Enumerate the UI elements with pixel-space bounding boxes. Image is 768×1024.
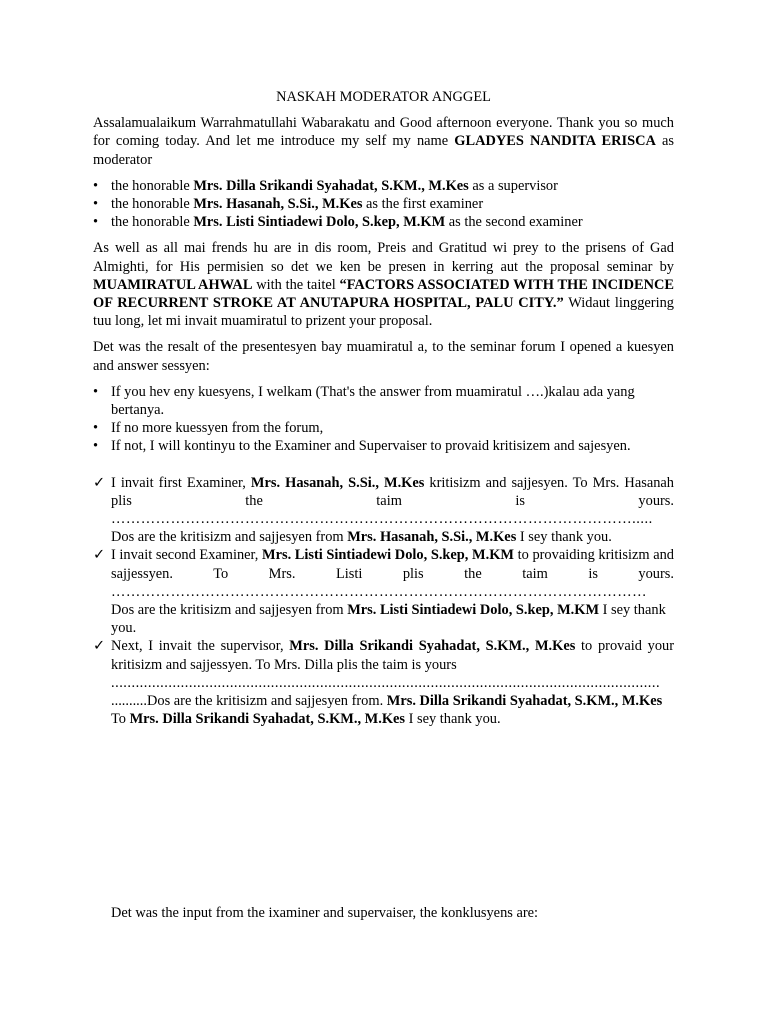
opening-text: Assalamualaikum Warrahmatullahi Wabarakatu and Good afternoon everyone. Thank you so much for coming today. And let me introduce my self my name [93,115,674,150]
dotted-line: ……………………………………………………………………………………………… [111,583,648,600]
opening-paragraph [93,114,674,169]
supervisor-section [93,637,674,728]
examiner2-closing: Dos are the kritisizm and sajjesyen from Mrs. Listi Sintiadewi Dolo, S.kep, M.KM I sey thank you. [111,602,666,637]
intro-paragraph: As well as all mai frends hu are in dis room, Preis and Gratitud wi prey to the prisens of Gad Almighti, for His permisien so det we ken be presen in kerring aut the proposal seminar by MUAMIRATUL AHWAL with the taitel “FACTORS ASSOCIATED WITH THE INCIDENCE OF RECURRENT STROKE AT ANUTAPURA HOSPITAL, PALU CITY.” Widaut linggering tuu long, let mi invait muamiratul to prizent your proposal. [93,240,674,330]
conclusion-paragraph: Det was the input from the ixaminer and supervaiser, the konklusyens are: [111,905,539,921]
supervisor-invite: Next, I invait the supervisor, Mrs. Dilla Srikandi Syahadat, S.KM., M.Kes to provaid your kritisizm and sajjessyen. To Mrs. Dilla plis the taim is yours [111,638,675,673]
honorable-name: Mrs. Listi Sintiadewi Dolo, S.kep, M.KM [193,214,446,231]
examiner2-invite: I invait second Examiner, Mrs. Listi Sintiadewi Dolo, S.kep, M.KM to provaiding kritisizm and sajjessyen. To Mrs. Listi plis the taim is yours. [111,547,674,582]
list-item: • the honorable Mrs. Dilla Srikandi Syahadat, S.KM., M.Kes as a supervisor [93,177,674,195]
list-item: • If you hev eny kuesyens, I welkam (That's the answer from muamiratul ….)kalau ada yang bertanya. [93,383,674,419]
dotted-line: ……………………………………………………………………………………………..... [111,511,653,528]
examiner1-invite: I invait first Examiner, Mrs. Hasanah, S.Si., M.Kes kritisizm and sajjesyen. To Mrs. Hasanah plis the taim is yours. [111,474,674,509]
examiner1-name: Mrs. Hasanah, S.Si., M.Kes [250,474,425,491]
list-item: • If not, I will kontinyu to the Examiner and Supervaiser to provaid kritisizem and sajesyen. [93,437,674,455]
honorable-name: Mrs. Hasanah, S.Si., M.Kes [193,196,363,213]
check-icon: ✓ [93,638,106,655]
check-icon: ✓ [93,547,106,564]
honorables-list [93,177,674,232]
presenter-name: MUAMIRATUL AHWAL [93,276,253,293]
qa-list [93,383,674,456]
list-item: • If no more kuessyen from the forum, [93,419,674,437]
supervisor-closing: ..........Dos are the kritisizm and sajjesyen from. Mrs. Dilla Srikandi Syahadat, S.KM., M.Kes To Mrs. Dilla Srikandi Syahadat, S.KM., M.Kes I sey thank you. [111,693,663,728]
examiner2-name: Mrs. Listi Sintiadewi Dolo, S.kep, M.KM [262,547,514,564]
check-icon: ✓ [93,474,106,491]
examiner2-section [93,546,674,637]
list-item: • the honorable Mrs. Listi Sintiadewi Dolo, S.kep, M.KM as the second examiner [93,213,674,231]
examiner1-section [93,474,674,547]
list-item: • the honorable Mrs. Hasanah, S.Si., M.Kes as the first examiner [93,195,674,213]
opening-text-end: as moderator [93,133,675,168]
forum-paragraph: Det was the resalt of the presentesyen bay muamiratul a, to the seminar forum I opened a kuesyen and answer sessyen: [93,339,674,374]
dotted-line: ...................................................................................................................................... [111,674,661,691]
moderator-name: GLADYES NANDITA ERISCA [454,133,656,150]
examiner1-closing: Dos are the kritisizm and sajjesyen from Mrs. Hasanah, S.Si., M.Kes I sey thank you. [111,529,612,546]
document-title: NASKAH MODERATOR ANGGEL [276,89,491,105]
thesis-title: “FACTORS ASSOCIATED WITH THE INCIDENCE OF RECURRENT STROKE AT ANUTAPURA HOSPITAL, PALU CITY.” [93,276,674,312]
document-body [93,88,674,729]
supervisor-name: Mrs. Dilla Srikandi Syahadat, S.KM., M.Kes [289,638,576,655]
honorable-name: Mrs. Dilla Srikandi Syahadat, S.KM., M.Kes [193,177,469,194]
